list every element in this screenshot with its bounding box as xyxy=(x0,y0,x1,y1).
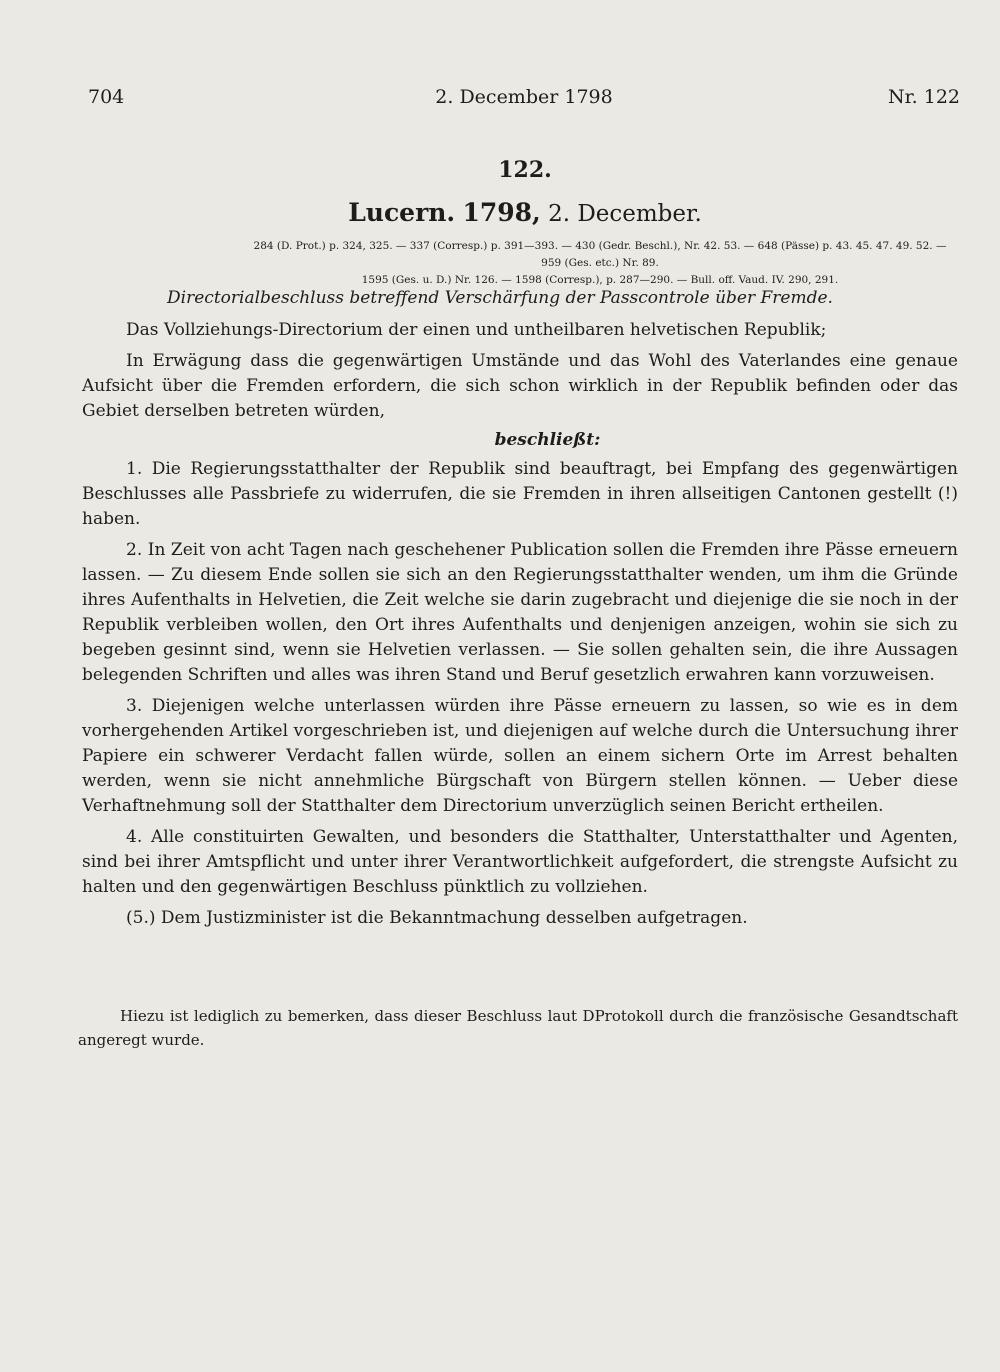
document-body xyxy=(82,318,958,931)
page-number: 704 xyxy=(88,86,125,108)
editorial-note: Hiezu ist lediglich zu bemerken, dass dieser Beschluss laut DProtokoll durch die französische Gesandtschaft angeregt wurde. xyxy=(78,1007,958,1049)
article-5: (5.) Dem Justizminister ist die Bekanntmachung desselben aufgetragen. xyxy=(126,908,748,928)
document-number: 122. xyxy=(498,157,552,183)
document-year: 1798, xyxy=(462,198,541,227)
article-2: 2. In Zeit von acht Tagen nach geschehener Publication sollen die Fremden ihre Pässe erneuern lassen. — Zu diesem Ende sollen sie sich an den Regierungsstatthalter wenden, um ihm die Gründe ihres Aufenthalts in Helvetien, die Zeit welche sie darin zugebracht und diejenige die sie noch in der Republik verbleiben wollen, den Ort ihres Aufenthalts und denjenigen anzeigen, wohin sie sich zu begeben gesinnt sind, wenn sie Helvetien verlassen. — Sie sollen gehalten sein, die ihre Aussagen belegenden Schriften und alles was ihren Stand und Beruf gesetzlich erwahren kann vorzuweisen. xyxy=(82,540,958,685)
document-place: Lucern. xyxy=(348,198,456,227)
considering-paragraph: In Erwägung dass die gegenwärtigen Umstände und das Wohl des Vaterlandes eine genaue Aufsicht über die Fremden erfordern, die sich schon wirklich in der Republik befinden oder das Gebiet derselben betreten würden, xyxy=(82,351,958,421)
document-subject: Directorialbeschluss betreffend Verschärfung der Passcontrole über Fremde. xyxy=(167,288,833,308)
sources-line: 1595 (Ges. u. D.) Nr. 126. — 1598 (Corresp.), p. 287—290. — Bull. off. Vaud. IV. 290, 291. xyxy=(361,274,839,286)
article-4: 4. Alle constituirten Gewalten, und besonders die Statthalter, Unterstatthalter und Agenten, sind bei ihrer Amtspflicht und unter ihrer Verantwortlichkeit aufgefordert, die strengste Aufsicht zu halten und den gegenwärtigen Beschluss pünktlich zu vollziehen. xyxy=(82,827,958,897)
source-references xyxy=(250,238,950,289)
article-3: 3. Diejenigen welche unterlassen würden ihre Pässe erneuern zu lassen, so wie es in dem vorhergehenden Artikel vorgeschrieben ist, und diejenigen auf welche durch die Untersuchung ihrer Papiere ein schwerer Verdacht fallen würde, sollen an einem sichern Orte im Arrest behalten werden, wenn sie nicht annehmliche Bürgschaft von Bürgern stellen können. — Ueber diese Verhaftnehmung soll der Statthalter dem Directorium unverzüglich seinen Bericht ertheilen. xyxy=(82,696,958,816)
page-header xyxy=(88,86,960,114)
intro-paragraph: Das Vollziehungs-Directorium der einen und untheilbaren helvetischen Republik; xyxy=(126,320,827,340)
header-date: 2. December 1798 xyxy=(435,86,613,108)
document-title xyxy=(0,198,1000,227)
resolves-heading: beschließt: xyxy=(494,430,601,450)
document-day: 2. December. xyxy=(548,201,702,227)
sources-line: 284 (D. Prot.) p. 324, 325. — 337 (Corresp.) p. 391—393. — 430 (Gedr. Beschl.), Nr. 42. 53. — 648 (Pässe) p. 43. 45. 47. 49. 52. — 959 (Ges. etc.) Nr. 89. xyxy=(253,240,947,269)
article-1: 1. Die Regierungsstatthalter der Republik sind beauftragt, bei Empfang des gegenwärtigen Beschlusses alle Passbriefe zu widerrufen, die sie Fremden in ihren allseitigen Cantonen gestellt (!) haben. xyxy=(82,459,958,529)
header-doc-ref: Nr. 122 xyxy=(888,86,960,108)
